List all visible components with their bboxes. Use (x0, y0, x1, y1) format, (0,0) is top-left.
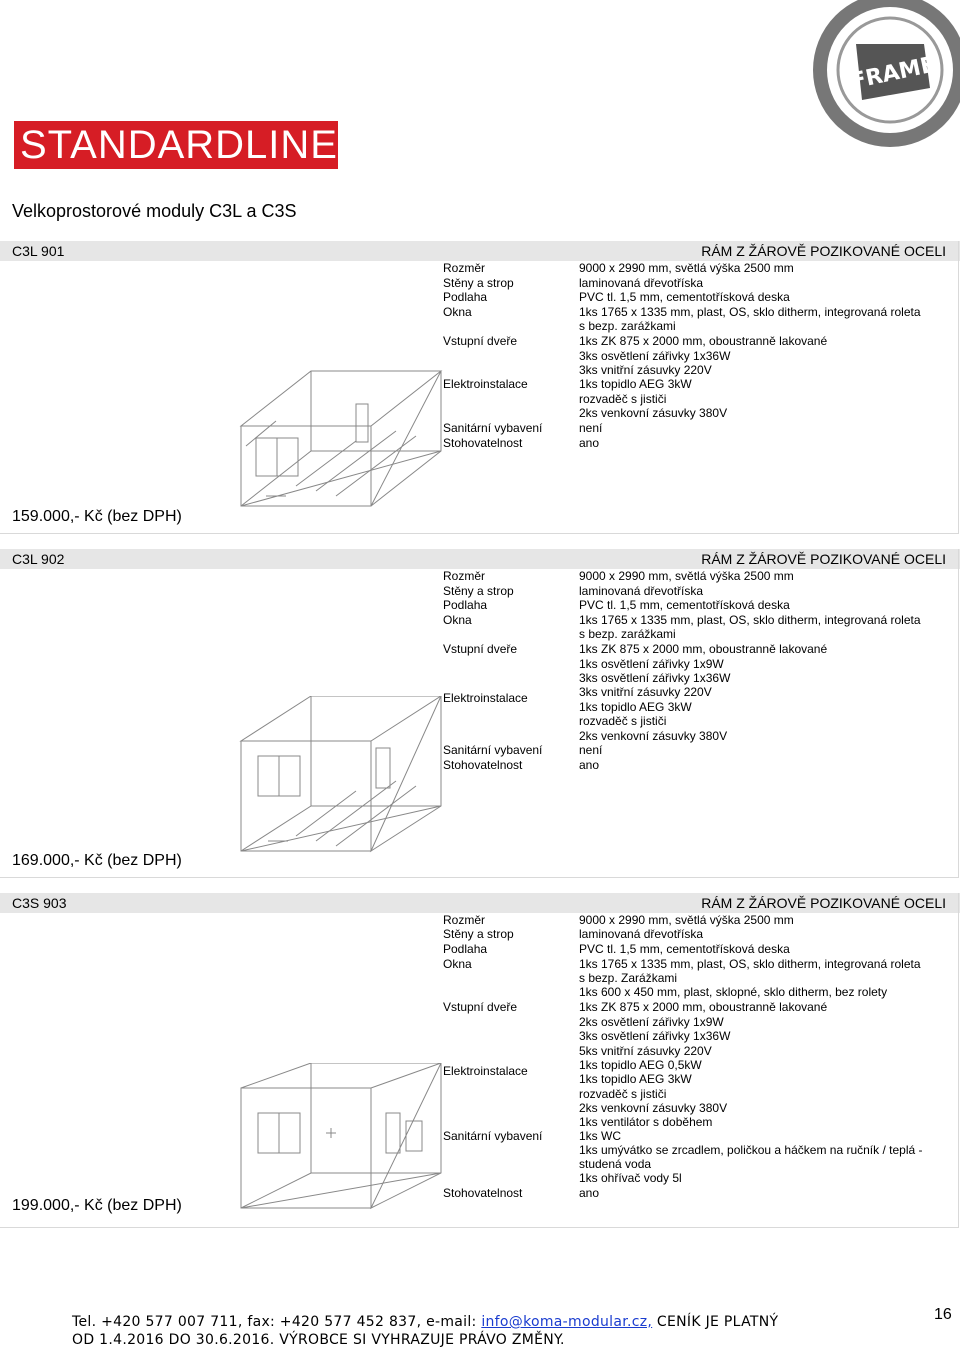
frame-label: RÁM Z ŽÁROVĚ POZIKOVANÉ OCELI (701, 895, 946, 911)
standardline-logo (14, 118, 338, 170)
spec-label: Stěny a strop (443, 927, 514, 941)
page-title: Velkoprostorové moduly C3L a C3S (12, 201, 297, 221)
spec-value: 3ks vnitřní zásuvky 220V (579, 363, 712, 377)
spec-value: s bezp. Zarážkami (579, 971, 678, 985)
spec-value: ano (579, 436, 600, 450)
spec-label: Okna (443, 613, 472, 627)
spec-value: laminovaná dřevotříska (579, 927, 704, 941)
spec-value: 3ks osvětlení zářivky 1x36W (579, 671, 731, 685)
spec-label: Podlaha (443, 598, 488, 612)
frame-label: RÁM Z ŽÁROVĚ POZIKOVANÉ OCELI (701, 243, 946, 259)
spec-label: Sanitární vybavení (443, 421, 543, 435)
spec-value: 3ks osvětlení zářivky 1x36W (579, 1029, 731, 1043)
spec-label: Podlaha (443, 942, 488, 956)
spec-value: 2ks venkovní zásuvky 380V (579, 406, 728, 420)
spec-value: s bezp. zarážkami (579, 319, 676, 333)
email-link[interactable]: info@koma-modular.cz, (481, 1314, 653, 1330)
spec-label: Elektroinstalace (443, 1064, 528, 1078)
svg-text:FRAME: FRAME (848, 52, 938, 95)
spec-value: s bezp. zarážkami (579, 627, 676, 641)
brand-name: STANDARDLINE (20, 123, 338, 167)
spec-value: 1ks ZK 875 x 2000 mm, oboustranně lakované (579, 642, 828, 656)
spec-label: Stohovatelnost (443, 1186, 523, 1200)
spec-value: 2ks osvětlení zářivky 1x9W (579, 1015, 724, 1029)
spec-value: rozvaděč s jističi (579, 392, 667, 406)
footer-contact (72, 1314, 778, 1330)
spec-label: Stohovatelnost (443, 436, 523, 450)
module-code: C3S 903 (12, 895, 67, 911)
spec-value: laminovaná dřevotříska (579, 276, 704, 290)
spec-value: 3ks osvětlení zářivky 1x36W (579, 349, 731, 363)
footer-validity: OD 1.4.2016 DO 30.6.2016. VÝROBCE SI VYHRAZUJE PRÁVO ZMĚNY. (72, 1332, 565, 1348)
spec-value: 1ks WC (579, 1129, 621, 1143)
spec-value: PVC tl. 1,5 mm, cementotřísková deska (579, 598, 790, 612)
module-drawing (236, 346, 451, 521)
spec-value: 9000 x 2990 mm, světlá výška 2500 mm (579, 913, 794, 927)
spec-value: 1ks 1765 x 1335 mm, plast, OS, sklo ditherm, integrovaná roleta (579, 613, 921, 627)
spec-value: ano (579, 1186, 600, 1200)
spec-value: 9000 x 2990 mm, světlá výška 2500 mm (579, 261, 794, 275)
spec-label: Okna (443, 305, 472, 319)
spec-label: Rozměr (443, 913, 486, 927)
spec-label: Sanitární vybavení (443, 743, 543, 757)
spec-value: 5ks vnitřní zásuvky 220V (579, 1044, 712, 1058)
spec-value: 1ks topidlo AEG 3kW (579, 377, 692, 391)
module-code: C3L 901 (12, 243, 65, 259)
page-number: 16 (934, 1306, 952, 1323)
spec-label: Stohovatelnost (443, 758, 523, 772)
spec-value: 9000 x 2990 mm, světlá výška 2500 mm (579, 569, 794, 583)
price: 199.000,- Kč (bez DPH) (12, 1197, 182, 1214)
spec-value: PVC tl. 1,5 mm, cementotřísková deska (579, 290, 790, 304)
spec-value: laminovaná dřevotříska (579, 584, 704, 598)
spec-value: 1ks ZK 875 x 2000 mm, oboustranně lakované (579, 334, 828, 348)
module-drawing (236, 696, 451, 871)
spec-value: 1ks ventilátor s doběhem (579, 1115, 713, 1129)
module-code: C3L 902 (12, 551, 65, 567)
spec-value: rozvaděč s jističi (579, 1087, 667, 1101)
spec-value: PVC tl. 1,5 mm, cementotřísková deska (579, 942, 790, 956)
spec-value: 1ks umývátko se zrcadlem, poličkou a háčkem na ručník / teplá - (579, 1143, 923, 1157)
spec-value: rozvaděč s jističi (579, 714, 667, 728)
module-drawing (236, 1063, 451, 1228)
spec-label: Vstupní dveře (443, 1000, 518, 1014)
spec-label: Elektroinstalace (443, 691, 528, 705)
spec-value: 1ks topidlo AEG 0,5kW (579, 1058, 702, 1072)
spec-value: není (579, 743, 603, 757)
spec-value: 1ks ZK 875 x 2000 mm, oboustranně lakované (579, 1000, 828, 1014)
footer-validity-text: CENÍK JE PLATNÝ (652, 1314, 779, 1330)
spec-value: ano (579, 758, 600, 772)
spec-value: 1ks 1765 x 1335 mm, plast, OS, sklo ditherm, integrovaná roleta (579, 305, 921, 319)
spec-label: Sanitární vybavení (443, 1129, 543, 1143)
spec-label: Vstupní dveře (443, 334, 518, 348)
price: 169.000,- Kč (bez DPH) (12, 852, 182, 869)
spec-label: Rozměr (443, 569, 486, 583)
spec-label: Okna (443, 957, 472, 971)
spec-value: 3ks vnitřní zásuvky 220V (579, 685, 712, 699)
spec-label: Vstupní dveře (443, 642, 518, 656)
spec-label: Stěny a strop (443, 276, 514, 290)
spec-value: není (579, 421, 603, 435)
spec-value: 1ks 1765 x 1335 mm, plast, OS, sklo ditherm, integrovaná roleta (579, 957, 921, 971)
spec-value: 1ks ohřívač vody 5l (579, 1171, 682, 1185)
spec-label: Rozměr (443, 261, 486, 275)
spec-value: studená voda (579, 1157, 652, 1171)
spec-value: 1ks osvětlení zářivky 1x9W (579, 657, 724, 671)
spec-label: Elektroinstalace (443, 377, 528, 391)
frame-seal-logo (790, 0, 960, 160)
spec-value: 2ks venkovní zásuvky 380V (579, 1101, 728, 1115)
footer-contact-text: Tel. +420 577 007 711, fax: +420 577 452 837, e-mail: (72, 1314, 482, 1330)
spec-label: Podlaha (443, 290, 488, 304)
spec-value: 1ks topidlo AEG 3kW (579, 700, 692, 714)
price: 159.000,- Kč (bez DPH) (12, 508, 182, 525)
frame-label: RÁM Z ŽÁROVĚ POZIKOVANÉ OCELI (701, 551, 946, 567)
spec-value: 1ks 600 x 450 mm, plast, sklopné, sklo ditherm, bez rolety (579, 985, 888, 999)
spec-value: 1ks topidlo AEG 3kW (579, 1072, 692, 1086)
spec-value: 2ks venkovní zásuvky 380V (579, 729, 728, 743)
spec-label: Stěny a strop (443, 584, 514, 598)
